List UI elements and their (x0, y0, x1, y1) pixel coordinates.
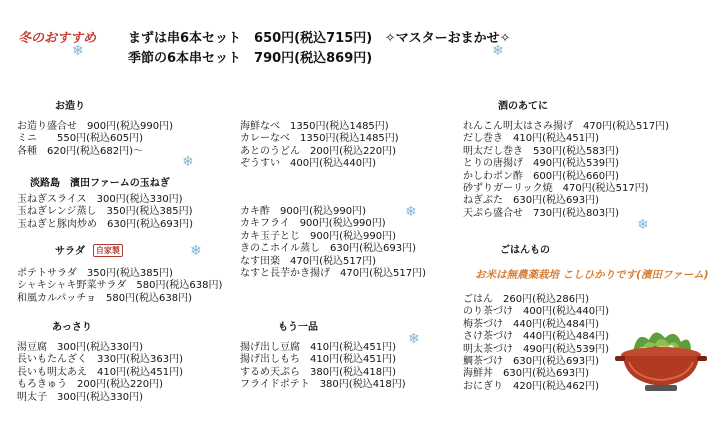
menu-item: れんこん明太はさみ揚げ 470円(税込517円) (463, 121, 669, 132)
menu-item: お造り盛合せ 900円(税込990円) (17, 121, 173, 132)
menu-item: フライドポテト 380円(税込418円) (240, 379, 406, 391)
section-mouhitoshina (240, 342, 406, 392)
menu-item: ぞうすい 400円(税込440円) (240, 158, 376, 170)
menu-item: 海鮮丼 630円(税込693円) (463, 368, 589, 380)
menu-item: おにぎり 420円(税込462円) (463, 380, 599, 392)
snowflake-icon: ❄ (405, 204, 417, 220)
menu-item: 玉ねぎスライス 300円(税込330円) (17, 194, 183, 205)
menu-item: 湯豆腐 300円(税込330円) (17, 342, 143, 353)
snowflake-icon: ❄ (408, 331, 420, 347)
menu-title: 冬のおすすめ (18, 31, 97, 46)
menu-item: するめ天ぷら 380円(税込418円) (240, 366, 396, 378)
menu-item: カキ酢 900円(税込990円) (240, 206, 366, 217)
menu-item: きのこホイル蒸し 630円(税込693円) (240, 243, 416, 255)
menu-item: なすと長芋かき揚げ 470円(税込517円) (240, 268, 426, 280)
menu-item: 明太茶づけ 490円(税込539円) (463, 343, 609, 355)
menu-item: 海鮮なべ 1350円(税込1485円) (240, 121, 389, 132)
menu-item: ポテトサラダ 350円(税込385円) (17, 268, 173, 279)
section-gohan (463, 294, 609, 393)
menu-item: カレーなべ 1350円(税込1485円) (240, 133, 399, 145)
section-assari (17, 342, 183, 404)
set-line-1 (128, 27, 511, 46)
section-nabe (240, 121, 399, 171)
section-title-otsukuri: お造り (55, 101, 85, 112)
menu-item: 長いも明太あえ 410円(税込451円) (17, 366, 183, 378)
snowflake-icon: ❄ (72, 43, 84, 59)
menu-item: あとのうどん 200円(税込220円) (240, 145, 396, 157)
menu-item: ミニ 550円(税込605円) (17, 133, 143, 145)
menu-item: 玉ねぎと豚肉炒め 630円(税込693円) (17, 218, 193, 230)
rice-note: お米は無農薬栽培 こしひかりです(濱田ファーム) (475, 269, 709, 281)
menu-item: 長いもたんざく 330円(税込363円) (17, 354, 183, 366)
menu-item: カキ玉子とじ 900円(税込990円) (240, 230, 396, 242)
salad-title-text: サラダ (55, 246, 85, 257)
menu-item: なす田楽 470円(税込517円) (240, 255, 376, 267)
menu-item: さけ茶づけ 440円(税込484円) (463, 331, 609, 343)
set-line-2: 季節の6本串セット 790円(税込869円) (128, 51, 373, 66)
section-title-mouhitoshina: もう一品 (278, 322, 318, 333)
menu-item: ねぎぶた 630円(税込693円) (463, 195, 599, 207)
menu-item: 揚げ出しもち 410円(税込451円) (240, 354, 396, 366)
set-line-1-text: まずは串6本セット 650円(税込715円) (128, 31, 373, 46)
menu-item: のり茶づけ 400円(税込440円) (463, 306, 609, 318)
section-title-salad (55, 242, 123, 257)
menu-item: 玉ねぎレンジ蒸し 350円(税込385円) (17, 206, 193, 218)
section-title-assari: あっさり (52, 322, 92, 333)
menu-item: だし巻き 410円(税込451円) (463, 133, 599, 145)
menu-item: ごはん 260円(税込286円) (463, 294, 589, 305)
snowflake-icon: ❄ (190, 243, 202, 259)
section-salad (17, 268, 222, 305)
menu-item: 明太だし巻き 530円(税込583円) (463, 145, 619, 157)
section-title-tamanegi: 淡路島 濱田ファームの玉ねぎ (30, 178, 170, 189)
section-sakenoate (463, 121, 669, 220)
menu-item: とりの唐揚げ 490円(税込539円) (463, 158, 619, 170)
menu-item: もろきゅう 200円(税込220円) (17, 379, 163, 391)
menu-item: 鯛茶づけ 630円(税込693円) (463, 356, 599, 368)
snowflake-icon: ❄ (637, 217, 649, 233)
menu-item: シャキシャキ野菜サラダ 580円(税込638円) (17, 280, 223, 292)
master-omakase: ✧マスターおまかせ✧ (384, 31, 511, 46)
menu-item: 砂ずりガーリック焼 470円(税込517円) (463, 183, 649, 195)
section-otsukuri (17, 121, 173, 158)
menu-item: 各種 620円(税込682円)～ (17, 145, 143, 157)
section-kaki (240, 206, 426, 280)
menu-item: 揚げ出し豆腐 410円(税込451円) (240, 342, 396, 353)
section-title-gohan: ごはんもの (500, 245, 550, 256)
snowflake-icon: ❄ (182, 154, 194, 170)
menu-item: 和風カルパッチョ 580円(税込638円) (17, 292, 192, 304)
menu-item: 梅茶づけ 440円(税込484円) (463, 318, 599, 330)
section-tamanegi (17, 194, 193, 231)
section-title-sakenoate: 酒のあてに (498, 101, 548, 112)
menu-item: カキフライ 900円(税込990円) (240, 218, 386, 230)
menu-item: 明太子 300円(税込330円) (17, 391, 143, 403)
homemade-stamp: 自家製 (93, 244, 123, 257)
nabe-pot-illustration (615, 322, 707, 394)
menu-item: かしわポン酢 600円(税込660円) (463, 170, 619, 182)
menu-item: 天ぷら盛合せ 730円(税込803円) (463, 207, 619, 219)
snowflake-icon: ❄ (492, 43, 504, 59)
